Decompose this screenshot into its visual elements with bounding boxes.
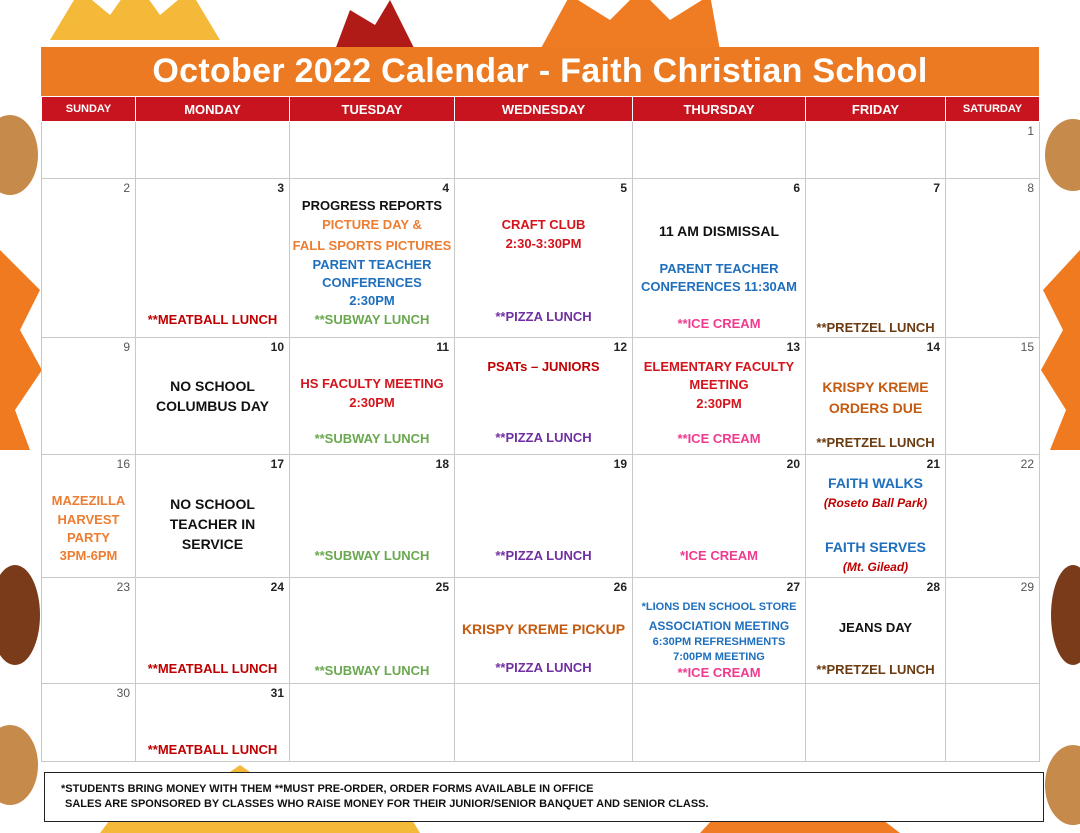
day-cell xyxy=(290,684,455,762)
event-mazezilla: MAZEZILLA xyxy=(51,493,126,508)
event-time: 3PM-6PM xyxy=(59,548,118,563)
day-cell xyxy=(290,578,455,684)
event-parent-teacher: PARENT TEACHER xyxy=(312,257,432,272)
week-row xyxy=(42,455,1040,578)
day-cell xyxy=(136,338,290,455)
weekday-header-tuesday: TUESDAY xyxy=(290,97,455,122)
week-row xyxy=(42,578,1040,684)
day-number: 3 xyxy=(277,181,284,195)
event-conferences: CONFERENCES xyxy=(322,275,422,290)
day-number: 15 xyxy=(1020,340,1034,354)
day-cell xyxy=(946,455,1040,578)
leaf-icon xyxy=(1038,560,1080,670)
day-cell xyxy=(806,578,946,684)
day-number: 10 xyxy=(270,340,284,354)
leaf-icon xyxy=(1038,740,1080,830)
footer-line-2: SALES ARE SPONSORED BY CLASSES WHO RAISE MONEY FOR THEIR JUNIOR/SENIOR BANQUET AND SENIOR CLASS. xyxy=(65,798,709,810)
calendar-sheet xyxy=(41,47,1039,761)
event-pretzel-lunch: **PRETZEL LUNCH xyxy=(816,435,935,450)
event-progress-reports: PROGRESS REPORTS xyxy=(301,198,443,213)
day-number: 12 xyxy=(613,340,627,354)
day-cell xyxy=(136,179,290,338)
event-party: PARTY xyxy=(66,530,111,545)
event-hs-faculty-meeting: HS FACULTY MEETING xyxy=(300,376,444,391)
weekday-header-sunday: SUNDAY xyxy=(42,97,136,122)
leaf-icon xyxy=(0,560,45,670)
day-cell xyxy=(42,578,136,684)
day-cell xyxy=(42,338,136,455)
day-number: 24 xyxy=(270,580,284,594)
day-cell xyxy=(946,122,1040,179)
day-number: 4 xyxy=(442,181,449,195)
event-krispy-kreme-pickup: KRISPY KREME PICKUP xyxy=(461,621,626,637)
week-row xyxy=(42,179,1040,338)
page-title: October 2022 Calendar - Faith Christian School xyxy=(41,47,1039,96)
day-cell xyxy=(290,338,455,455)
event-orders-due: ORDERS DUE xyxy=(828,400,923,416)
day-number: 2 xyxy=(123,181,130,195)
footer-line-1: *STUDENTS BRING MONEY WITH THEM **MUST PRE-ORDER, ORDER FORMS AVAILABLE IN OFFICE xyxy=(61,783,594,795)
weekday-header-friday: FRIDAY xyxy=(806,97,946,122)
event-location: (Roseto Ball Park) xyxy=(823,496,928,510)
day-cell xyxy=(633,684,806,762)
weekday-header-wednesday: WEDNESDAY xyxy=(455,97,633,122)
day-cell xyxy=(455,684,633,762)
event-service: SERVICE xyxy=(181,536,244,552)
day-number: 20 xyxy=(786,457,800,471)
event-ice-cream: *ICE CREAM xyxy=(679,548,758,563)
day-number: 25 xyxy=(435,580,449,594)
day-cell xyxy=(946,338,1040,455)
weekday-header-row xyxy=(42,97,1040,122)
event-meatball-lunch: **MEATBALL LUNCH xyxy=(147,661,278,676)
event-teacher-in: TEACHER IN xyxy=(169,516,256,532)
day-number: 22 xyxy=(1020,457,1034,471)
maple-leaf-icon xyxy=(330,0,420,50)
event-subway-lunch: **SUBWAY LUNCH xyxy=(314,663,430,678)
day-number: 9 xyxy=(123,340,130,354)
event-refreshments: 6:30PM REFRESHMENTS xyxy=(652,636,786,648)
event-no-school: NO SCHOOL xyxy=(170,378,255,394)
day-number: 8 xyxy=(1027,181,1034,195)
week-row xyxy=(42,684,1040,762)
event-association-meeting: ASSOCIATION MEETING xyxy=(648,619,790,633)
leaf-icon xyxy=(0,110,45,200)
day-cell xyxy=(946,578,1040,684)
weekday-header-monday: MONDAY xyxy=(136,97,290,122)
leaf-icon xyxy=(1038,115,1080,195)
day-number: 26 xyxy=(613,580,627,594)
event-pretzel-lunch: **PRETZEL LUNCH xyxy=(816,320,935,335)
event-fall-sports-pictures: FALL SPORTS PICTURES xyxy=(292,238,452,253)
event-time: 2:30-3:30PM xyxy=(505,236,582,251)
event-elementary-faculty: ELEMENTARY FACULTY xyxy=(643,359,795,374)
day-cell xyxy=(806,684,946,762)
event-faith-walks: FAITH WALKS xyxy=(828,475,923,491)
day-cell xyxy=(455,179,633,338)
day-cell xyxy=(455,122,633,179)
event-harvest: HARVEST xyxy=(57,512,120,527)
event-craft-club: CRAFT CLUB xyxy=(501,217,586,232)
event-time: 2:30PM xyxy=(349,395,395,410)
week-row xyxy=(42,338,1040,455)
event-columbus-day: COLUMBUS DAY xyxy=(155,398,270,414)
day-cell xyxy=(455,578,633,684)
event-location: (Mt. Gilead) xyxy=(842,560,909,574)
event-lions-den: *LIONS DEN SCHOOL STORE xyxy=(641,601,797,613)
event-time: 2:30PM xyxy=(696,396,742,411)
event-ice-cream: **ICE CREAM xyxy=(677,316,761,331)
day-number: 27 xyxy=(786,580,800,594)
day-cell xyxy=(806,338,946,455)
day-cell xyxy=(136,122,290,179)
day-number: 1 xyxy=(1027,124,1034,138)
event-picture-day: PICTURE DAY & xyxy=(322,217,422,232)
event-subway-lunch: **SUBWAY LUNCH xyxy=(314,548,430,563)
event-ice-cream: **ICE CREAM xyxy=(677,665,761,680)
day-cell xyxy=(42,179,136,338)
event-ice-cream: **ICE CREAM xyxy=(677,431,761,446)
event-subway-lunch: **SUBWAY LUNCH xyxy=(314,431,430,446)
day-cell xyxy=(136,578,290,684)
event-meatball-lunch: **MEATBALL LUNCH xyxy=(147,742,278,757)
day-cell xyxy=(136,455,290,578)
event-pizza-lunch: **PIZZA LUNCH xyxy=(495,660,592,675)
event-parent-teacher: PARENT TEACHER xyxy=(659,261,779,276)
event-no-school: NO SCHOOL xyxy=(170,496,255,512)
day-number: 11 xyxy=(436,340,449,354)
day-cell xyxy=(633,338,806,455)
maple-leaf-icon xyxy=(540,0,720,50)
event-krispy-kreme: KRISPY KREME xyxy=(822,379,929,395)
day-number: 5 xyxy=(620,181,627,195)
event-conferences: CONFERENCES 11:30AM xyxy=(640,279,798,294)
day-number: 30 xyxy=(116,686,130,700)
event-psats: PSATs – JUNIORS xyxy=(487,359,600,374)
day-number: 16 xyxy=(116,457,130,471)
maple-leaf-icon xyxy=(0,250,45,450)
event-subway-lunch: **SUBWAY LUNCH xyxy=(314,312,430,327)
day-number: 19 xyxy=(613,457,627,471)
weekday-header-thursday: THURSDAY xyxy=(633,97,806,122)
day-number: 18 xyxy=(435,457,449,471)
day-cell xyxy=(946,179,1040,338)
event-time: 2:30PM xyxy=(349,293,395,308)
event-pizza-lunch: **PIZZA LUNCH xyxy=(495,430,592,445)
day-cell xyxy=(42,122,136,179)
day-number: 21 xyxy=(926,457,940,471)
event-meeting-time: 7:00PM MEETING xyxy=(673,651,765,663)
day-cell xyxy=(633,455,806,578)
day-number: 6 xyxy=(793,181,800,195)
day-cell xyxy=(806,179,946,338)
day-number: 23 xyxy=(116,580,130,594)
day-cell xyxy=(946,684,1040,762)
day-cell xyxy=(633,179,806,338)
day-number: 17 xyxy=(270,457,284,471)
day-cell xyxy=(290,179,455,338)
event-meeting: MEETING xyxy=(689,377,749,392)
footer-notes xyxy=(44,772,1044,822)
day-cell xyxy=(290,455,455,578)
day-number: 14 xyxy=(926,340,940,354)
event-jeans-day: JEANS DAY xyxy=(838,620,913,635)
day-cell xyxy=(455,338,633,455)
day-cell xyxy=(806,455,946,578)
event-dismissal: 11 AM DISMISSAL xyxy=(658,223,780,239)
leaf-icon xyxy=(0,720,45,810)
week-row xyxy=(42,122,1040,179)
day-cell xyxy=(806,122,946,179)
event-pizza-lunch: **PIZZA LUNCH xyxy=(495,309,592,324)
day-number: 28 xyxy=(926,580,940,594)
day-cell xyxy=(42,455,136,578)
day-number: 31 xyxy=(270,686,284,700)
day-cell xyxy=(42,684,136,762)
event-pretzel-lunch: **PRETZEL LUNCH xyxy=(816,662,935,677)
weekday-header-saturday: SATURDAY xyxy=(946,97,1040,122)
calendar-grid xyxy=(41,96,1040,762)
event-pizza-lunch: **PIZZA LUNCH xyxy=(495,548,592,563)
day-number: 13 xyxy=(786,340,800,354)
day-cell xyxy=(633,122,806,179)
day-number: 7 xyxy=(933,181,940,195)
event-faith-serves: FAITH SERVES xyxy=(825,539,926,555)
maple-leaf-icon xyxy=(1038,250,1080,450)
day-cell xyxy=(290,122,455,179)
day-cell xyxy=(455,455,633,578)
event-meatball-lunch: **MEATBALL LUNCH xyxy=(147,312,278,327)
day-cell xyxy=(136,684,290,762)
day-number: 29 xyxy=(1020,580,1034,594)
day-cell xyxy=(633,578,806,684)
